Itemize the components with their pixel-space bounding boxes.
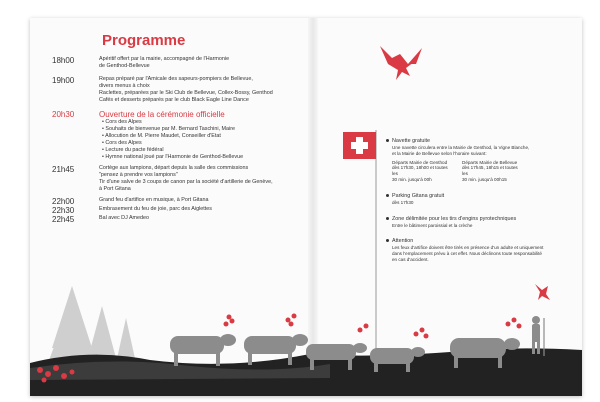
bullet-item: • Lecture du pacte fédéral [102,147,312,154]
info-zone [386,216,566,229]
info-desc: dans l'emplacement prévu à cet effet. Nous déclinons toute responsabilité [392,251,542,257]
schedule-desc: Bal avec DJ Amedeo [99,215,150,221]
bullet-item: • Allocution de M. Pierre Maudet, Conseiller d'Etat [102,133,312,140]
desc-line: Apéritif offert par la mairie, accompagné de l'Harmonie [99,56,230,62]
info-desc: dès 17h30 [392,199,414,205]
dep-line: 30 min. jusqu'à 00h [392,176,432,182]
schedule-row [52,197,317,206]
info-desc: en cas d'accident. [392,256,429,262]
info-parking [386,193,566,206]
eagle-icon [380,46,422,80]
info-navette [386,138,566,183]
schedule-time: 22h30 [52,206,75,215]
ceremony-title: Ouverture de la cérémonie officielle [99,110,225,119]
dep-line: dès 17h45, 18h15 et toutes les [462,165,518,177]
schedule-row [52,215,317,224]
schedule-desc: Grand feu d'artifice en musique, à Port Gitana [99,197,209,203]
bullet-item: • Cors des Alpes [102,119,312,126]
small-eagle-icon [535,284,550,300]
departures [392,160,566,183]
desc-line: Cortège aux lampions, départ depuis la salle des commissions [99,165,249,171]
schedule-time: 22h45 [52,215,75,224]
schedule-time: 20h30 [52,110,75,119]
schedule-time: 18h00 [52,56,75,65]
info-attention [386,238,566,262]
desc-line: de Genthod-Bellevue [99,63,150,69]
schedule-row [52,206,317,215]
schedule-desc: Embrasement du feu de joie, parc des Aiglettes [99,206,212,212]
schedule [52,56,317,224]
desc-line: Repas préparé par l'Amicale des sapeurs-pompiers de Bellevue, [99,76,253,82]
bullet-item: • Cors des Alpes [102,140,312,147]
schedule-row [52,56,317,70]
desc-line: à Port Gitana [99,186,131,192]
bullet-item: • Souhaits de bienvenue par M. Bernard Taschini, Maire [102,126,312,133]
schedule-desc [99,165,309,193]
page-title: Programme [102,32,186,49]
info-desc: Une navette circulera entre la Mairie de Genthod, la Vigne Blanche, [392,145,530,150]
ceremony-bullets [99,119,312,161]
info-desc: et la Mairie de Bellevue selon l'horaire suivant: [392,150,487,156]
info-title: Navette gratuite [392,138,431,144]
schedule-desc [99,76,309,104]
swiss-flag-icon [343,132,376,159]
info-title: Parking Gitana gratuit [392,192,445,199]
schedule-row [52,165,317,193]
schedule-desc [99,110,309,119]
desc-line: divers menus à choix [99,83,150,89]
schedule-desc [99,56,309,70]
desc-line: Tir d'une salve de 3 coups de canon par la société d'artillerie de Genève, [99,179,273,185]
desc-line: Raclettes, préparées par le Ski Club de Bellevue, Collex-Bossy, Genthod [99,90,273,96]
info-panel [386,138,566,273]
desc-line: Cafés et desserts préparés par le club Black Eagle Line Dance [99,97,249,103]
info-desc: Les feux d'artifice doivent être tirés en présence d'un adulte et uniquement [392,245,544,251]
schedule-time: 19h00 [52,76,75,85]
cow-icon [170,315,236,367]
bullet-item: • Hymne national joué par l'Harmonie de Genthod-Bellevue [102,154,312,161]
dep-line: dès 17h30, 18h00 et toutes les [392,165,448,177]
schedule-row [52,110,317,119]
info-title: Attention [392,238,414,245]
schedule-time: 21h45 [52,165,75,174]
desc-line: "pensez à prendre vos lampions" [99,172,178,178]
departure-genthod [392,160,452,183]
dep-line: Départs Mairie de Bellevue [462,159,518,165]
schedule-row [52,76,317,104]
program-leaflet [30,18,582,396]
info-desc: Entre le bâtiment paroissial et la crèche [392,222,473,228]
schedule-time: 22h00 [52,197,75,206]
schedule-row [52,119,317,161]
dep-line: Départs Mairie de Genthod [392,159,448,165]
dep-line: 30 min. jusqu'à 00h15 [462,176,507,182]
departure-bellevue [462,160,522,183]
info-title: Zone délimitée pour les tirs d'engins pyrotechniques [392,215,517,222]
